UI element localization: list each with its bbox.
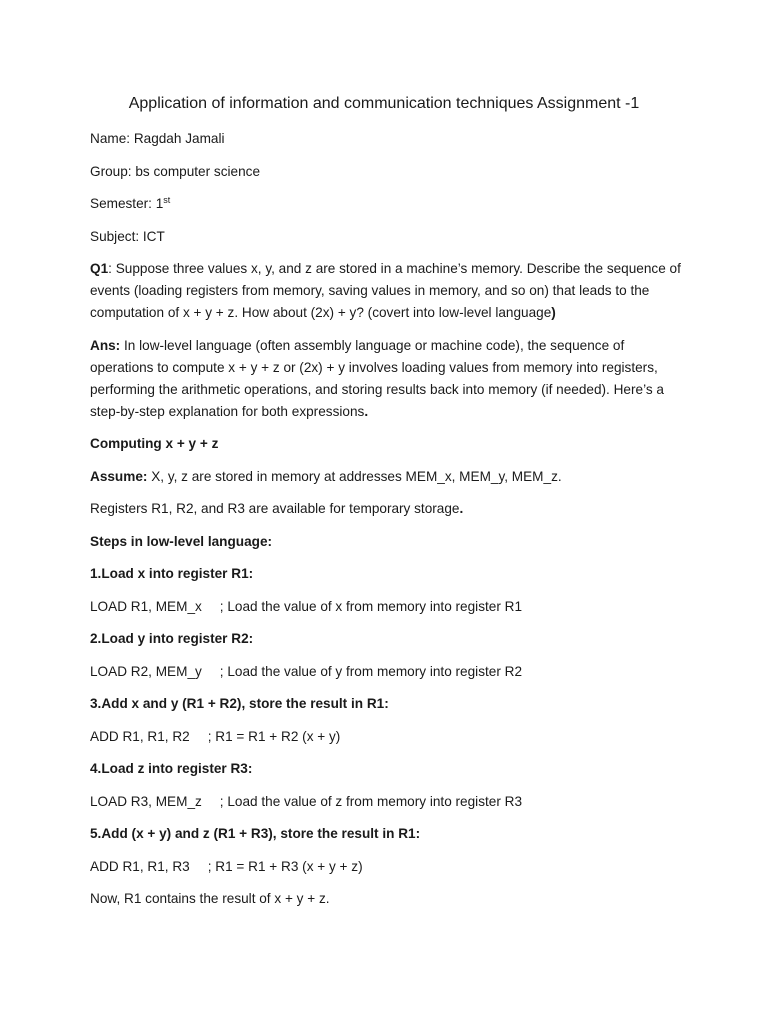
step-code-line [90, 596, 690, 618]
question-1 [90, 258, 690, 324]
step-comment: ; R1 = R1 + R2 (x + y) [207, 728, 341, 744]
step-heading: 3.Add x and y (R1 + R2), store the result in R1: [90, 696, 389, 711]
step-code-line [90, 726, 690, 748]
conclusion-line: Now, R1 contains the result of x + y + z. [90, 891, 330, 906]
step-code: LOAD R1, MEM_x [90, 598, 202, 614]
step-heading: 2.Load y into register R2: [90, 631, 254, 646]
step-code: LOAD R2, MEM_y [90, 663, 202, 679]
semester-superscript: st [163, 195, 171, 205]
step-code: ADD R1, R1, R2 [90, 728, 190, 744]
registers-text: Registers R1, R2, and R3 are available for temporary storage [90, 501, 460, 516]
step-code-line [90, 791, 690, 813]
step-comment: ; R1 = R1 + R3 (x + y + z) [207, 858, 363, 874]
answer-paragraph [90, 335, 690, 423]
assume-line [90, 466, 690, 488]
question-close: ) [551, 305, 556, 320]
step-code: LOAD R3, MEM_z [90, 793, 202, 809]
answer-text: In low-level language (often assembly language or machine code), the sequence of operations to compute x + y + z or (2x) + y involves loading values from memory into registers, performing the arithmetic operations, and storing results back into memory (if needed). Here’s a step-by-step explanation for both expressions [90, 337, 664, 419]
step-code-line [90, 856, 690, 878]
semester-text: Semester: 1 [90, 196, 164, 211]
group-line: Group: bs computer science [90, 163, 261, 179]
step-comment: ; Load the value of y from memory into register R2 [219, 663, 523, 679]
step-code: ADD R1, R1, R3 [90, 858, 190, 874]
steps-heading: Steps in low-level language: [90, 533, 273, 549]
step-heading: 4.Load z into register R3: [90, 761, 253, 776]
question-text: : Suppose three values x, y, and z are stored in a machine’s memory. Describe the sequence of events (loading registers from memory, saving values in memory, and so on) that leads to the computation of x + y + z. How about (2x) + y? (covert into low-level language [90, 261, 681, 320]
step-code-line [90, 661, 690, 683]
registers-end: . [459, 501, 464, 516]
registers-line [90, 498, 690, 520]
step-heading: 1.Load x into register R1: [90, 566, 254, 581]
computing-heading: Computing x + y + z [90, 436, 219, 451]
semester-line [90, 193, 690, 215]
question-label: Q1 [90, 261, 109, 276]
step-heading: 5.Add (x + y) and z (R1 + R3), store the result in R1: [90, 826, 421, 841]
answer-end: . [364, 403, 369, 419]
document-body [90, 128, 690, 921]
assume-label: Assume: [90, 468, 148, 484]
step-comment: ; Load the value of z from memory into register R3 [219, 793, 523, 809]
subject-line: Subject: ICT [90, 228, 165, 244]
document-title: Application of information and communication techniques Assignment -1 [128, 95, 640, 112]
step-comment: ; Load the value of x from memory into register R1 [219, 598, 523, 614]
name-line: Name: Ragdah Jamali [90, 131, 225, 146]
assume-text: X, y, z are stored in memory at addresses MEM_x, MEM_y, MEM_z. [147, 468, 562, 484]
answer-label: Ans: [90, 337, 121, 353]
